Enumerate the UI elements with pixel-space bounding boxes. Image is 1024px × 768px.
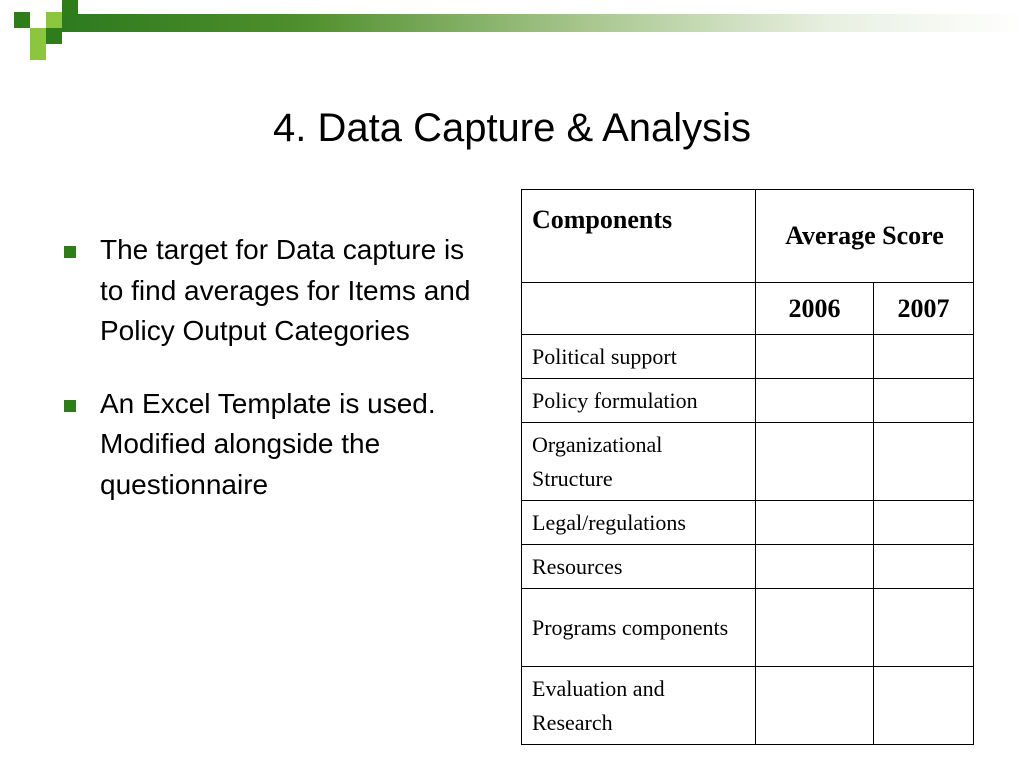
- pixel-square-icon: [62, 0, 78, 16]
- bullet-text: The target for Data capture is to find averages for Items and Policy Output Categories: [100, 234, 471, 346]
- square-bullet-icon: [64, 246, 76, 258]
- score-cell-2007: [874, 545, 974, 589]
- score-cell-2007: [874, 335, 974, 379]
- component-label: Resources: [522, 545, 756, 589]
- bullet-item: [62, 384, 492, 506]
- square-bullet-icon: [64, 400, 76, 412]
- pixel-square-icon: [30, 44, 46, 60]
- year-2006-header: 2006: [756, 283, 874, 335]
- score-cell-2007: [874, 501, 974, 545]
- score-cell-2007: [874, 379, 974, 423]
- bullet-item: [62, 230, 492, 352]
- component-label: Legal/regulations: [522, 501, 756, 545]
- score-cell-2007: [874, 423, 974, 501]
- component-label: Organizational Structure: [522, 423, 756, 501]
- score-cell-2006: [756, 501, 874, 545]
- component-label: Programs components: [522, 589, 756, 667]
- score-cell-2006: [756, 667, 874, 745]
- pixel-square-icon: [30, 28, 46, 44]
- slide-title: 4. Data Capture & Analysis: [272, 106, 752, 150]
- bullet-list: [62, 230, 492, 537]
- average-score-table: [521, 189, 974, 745]
- component-label: Policy formulation: [522, 379, 756, 423]
- bullet-text: An Excel Template is used. Modified alongside the questionnaire: [100, 387, 436, 500]
- pixel-square-icon: [14, 12, 30, 28]
- score-cell-2007: [874, 667, 974, 745]
- component-label: Political support: [522, 335, 756, 379]
- gradient-bar: [60, 14, 1024, 32]
- score-cell-2006: [756, 589, 874, 667]
- empty-cell: [522, 283, 756, 335]
- score-cell-2007: [874, 589, 974, 667]
- score-cell-2006: [756, 423, 874, 501]
- header-average-score: Average Score: [756, 190, 974, 283]
- decorative-banner: [0, 0, 1024, 64]
- header-components: Components: [522, 190, 756, 283]
- score-cell-2006: [756, 335, 874, 379]
- component-label: Evaluation and Research: [522, 667, 756, 745]
- pixel-square-icon: [46, 28, 62, 44]
- score-cell-2006: [756, 545, 874, 589]
- pixel-square-icon: [46, 12, 62, 28]
- year-2007-header: 2007: [874, 283, 974, 335]
- score-cell-2006: [756, 379, 874, 423]
